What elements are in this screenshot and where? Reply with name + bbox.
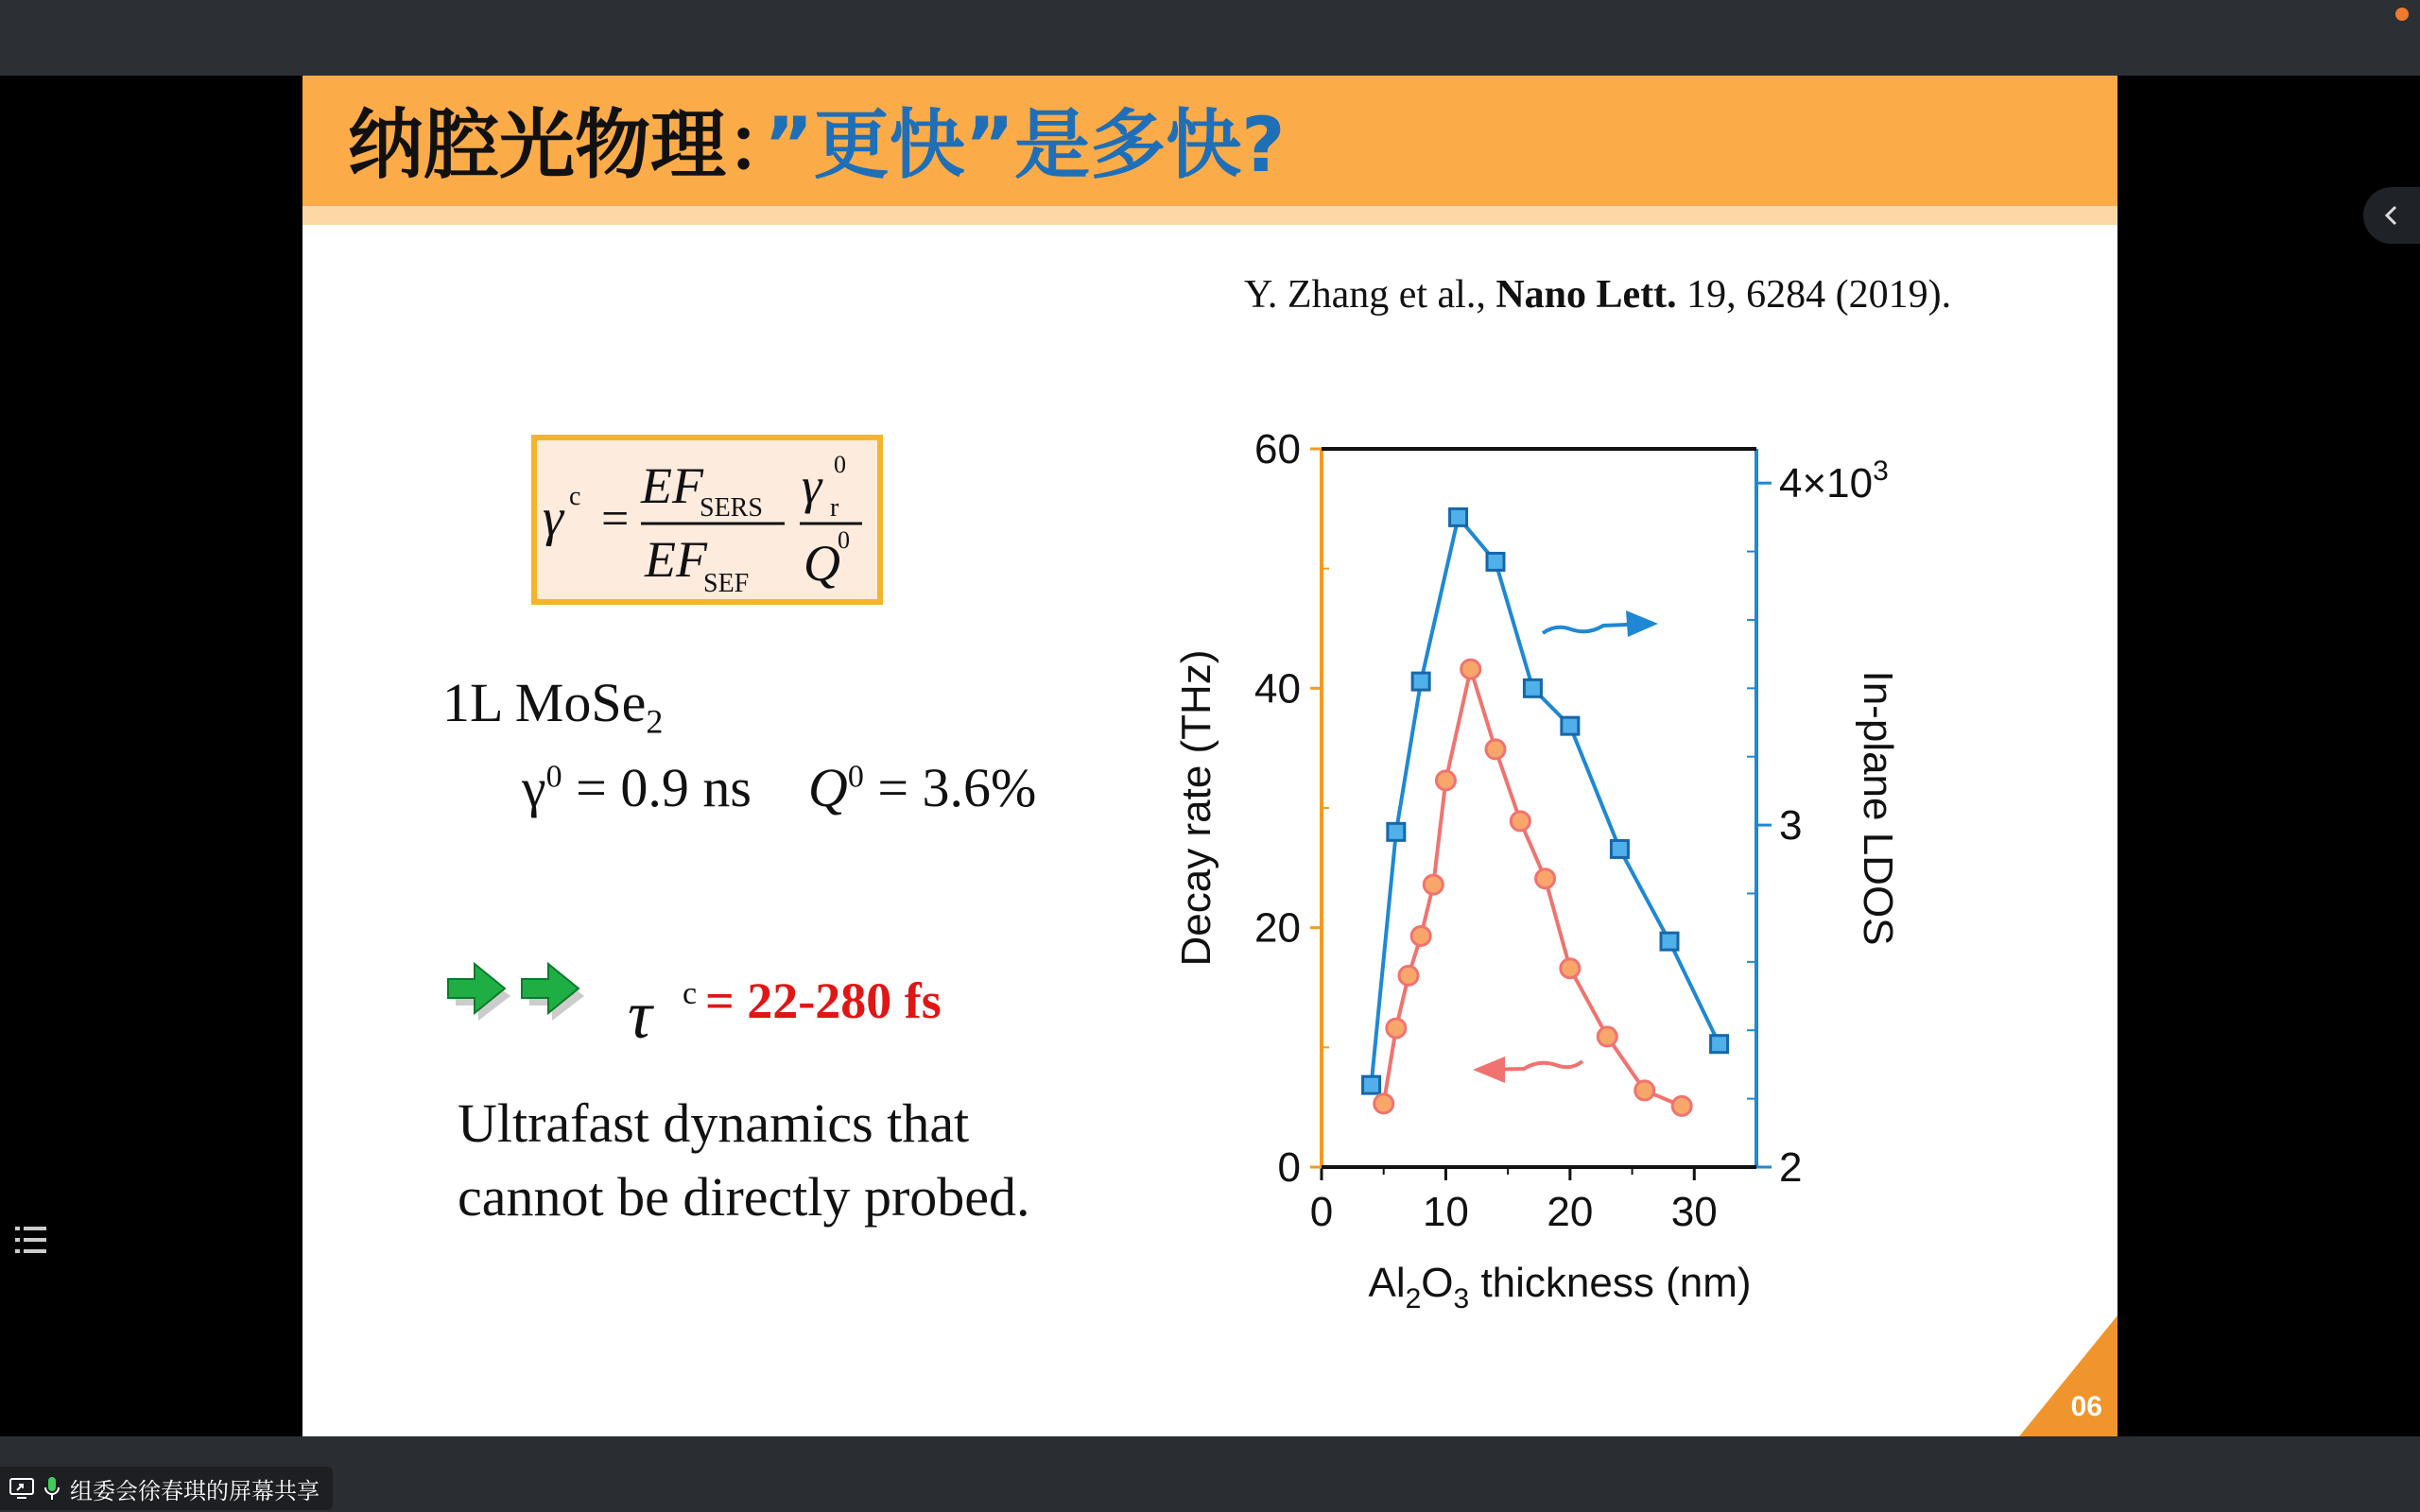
citation-rest: 19, 6284 (2019). <box>1676 273 1952 317</box>
data-point-decay <box>1672 1096 1691 1115</box>
material-main: 1L MoSe <box>442 672 647 733</box>
title-blue-part: ”更快”是多快? <box>764 101 1286 189</box>
tau-symbol: τ <box>628 977 652 1040</box>
data-point-decay <box>1436 771 1455 790</box>
decay-ldos-chart <box>302 76 2118 1436</box>
formula-gamma-sup: c <box>569 482 581 511</box>
decay-arrowhead-icon <box>1473 1057 1505 1083</box>
formula-gamma-r: γ <box>802 457 822 514</box>
data-point-ldos <box>1388 823 1405 840</box>
data-point-decay <box>1374 1094 1393 1113</box>
data-point-decay <box>1635 1081 1654 1100</box>
citation-author: Y. Zhang et al., <box>1244 273 1496 317</box>
y-axis-label-left: Decay rate (THz) <box>1173 649 1219 967</box>
screen-share-indicator[interactable] <box>0 1467 333 1510</box>
formula-ef-den-sub: SEF <box>703 569 750 598</box>
param-q-value: = 3.6% <box>863 757 1037 818</box>
screen-share-icon <box>9 1478 34 1499</box>
meeting-bottom-bar <box>0 1436 2420 1512</box>
recording-indicator-icon <box>2395 8 2409 21</box>
data-point-decay <box>1536 869 1555 888</box>
y-right-tick-label: 3 <box>1779 802 1803 850</box>
meeting-top-bar <box>0 0 2420 76</box>
tau-sup: c <box>683 976 698 1011</box>
data-point-ldos <box>1450 508 1467 525</box>
x-tick-label: 30 <box>1670 1189 1718 1235</box>
data-point-decay <box>1411 927 1430 946</box>
formula-ef-den: EF <box>645 531 707 588</box>
tau-result: = 22-280 fs <box>705 972 942 1029</box>
data-point-decay <box>1461 660 1480 679</box>
list-menu-icon[interactable] <box>13 1223 51 1257</box>
data-point-decay <box>1424 875 1443 894</box>
data-point-decay <box>1486 740 1505 759</box>
y-right-tick-label: $4\times 10^3$ <box>1779 455 1889 507</box>
x-tick-label: 10 <box>1422 1189 1469 1235</box>
x-axis-label: $Al_2O_3$ thickness (nm) <box>1368 1260 1752 1314</box>
page-number: 06 <box>2070 1391 2102 1422</box>
ultrafast-line-2: cannot be directly probed. <box>458 1166 1030 1228</box>
y-left-tick-label: 20 <box>1254 904 1301 952</box>
param-q-symbol: $Q^0$ <box>807 757 864 818</box>
material-sub: 2 <box>646 702 664 741</box>
y-left-tick-label: 40 <box>1254 665 1301 713</box>
param-gamma-value: = 0.9 ns <box>562 757 752 818</box>
page-corner <box>2019 1315 2118 1436</box>
formula-q: Q <box>804 535 840 592</box>
data-point-decay <box>1387 1019 1406 1038</box>
ldos-arrowhead-icon <box>1626 610 1658 637</box>
y-left-tick-label: 60 <box>1254 426 1301 472</box>
data-point-ldos <box>1562 717 1579 734</box>
chevron-left-icon <box>2382 204 2401 227</box>
data-point-decay <box>1399 966 1418 985</box>
formula-ef-num: EF <box>641 457 703 514</box>
data-point-ldos <box>1363 1076 1380 1093</box>
data-point-ldos <box>1611 840 1628 857</box>
y-right-tick-label: 2 <box>1779 1144 1803 1191</box>
param-gamma-symbol: $\gamma^0$ <box>522 757 562 818</box>
x-tick-label: 20 <box>1547 1189 1594 1235</box>
data-point-ldos <box>1524 679 1541 696</box>
y-left-tick-label: 0 <box>1277 1144 1301 1191</box>
formula-gamma-r-sup: 0 <box>834 451 846 478</box>
data-point-decay <box>1561 959 1580 978</box>
formula-q-sup: 0 <box>838 526 850 554</box>
data-point-ldos <box>1661 933 1678 950</box>
formula-equals: = <box>601 492 630 546</box>
x-tick-label: 0 <box>1309 1189 1334 1235</box>
ultrafast-line-1: Ultrafast dynamics that <box>458 1092 970 1154</box>
presentation-slide <box>302 76 2118 1436</box>
data-point-ldos <box>1412 673 1429 690</box>
title-black-part: 纳腔光物理： <box>348 101 764 189</box>
citation-journal: Nano Lett. <box>1495 273 1677 317</box>
formula-gamma-r-sub: r <box>830 493 839 523</box>
data-point-decay <box>1598 1027 1616 1046</box>
series-line-ldos <box>1372 517 1720 1085</box>
data-point-decay <box>1511 812 1530 831</box>
microphone-icon <box>43 1476 60 1501</box>
data-point-ldos <box>1487 553 1504 570</box>
y-axis-label-right: In-plane LDOS <box>1855 670 1901 946</box>
formula-ef-num-sub: SERS <box>700 493 763 523</box>
screen-share-label: 组委会徐春琪的屏幕共享 <box>70 1477 320 1504</box>
data-point-ldos <box>1711 1036 1728 1053</box>
formula-gamma: γ <box>543 489 564 547</box>
collapse-panel-button[interactable] <box>2363 187 2420 244</box>
